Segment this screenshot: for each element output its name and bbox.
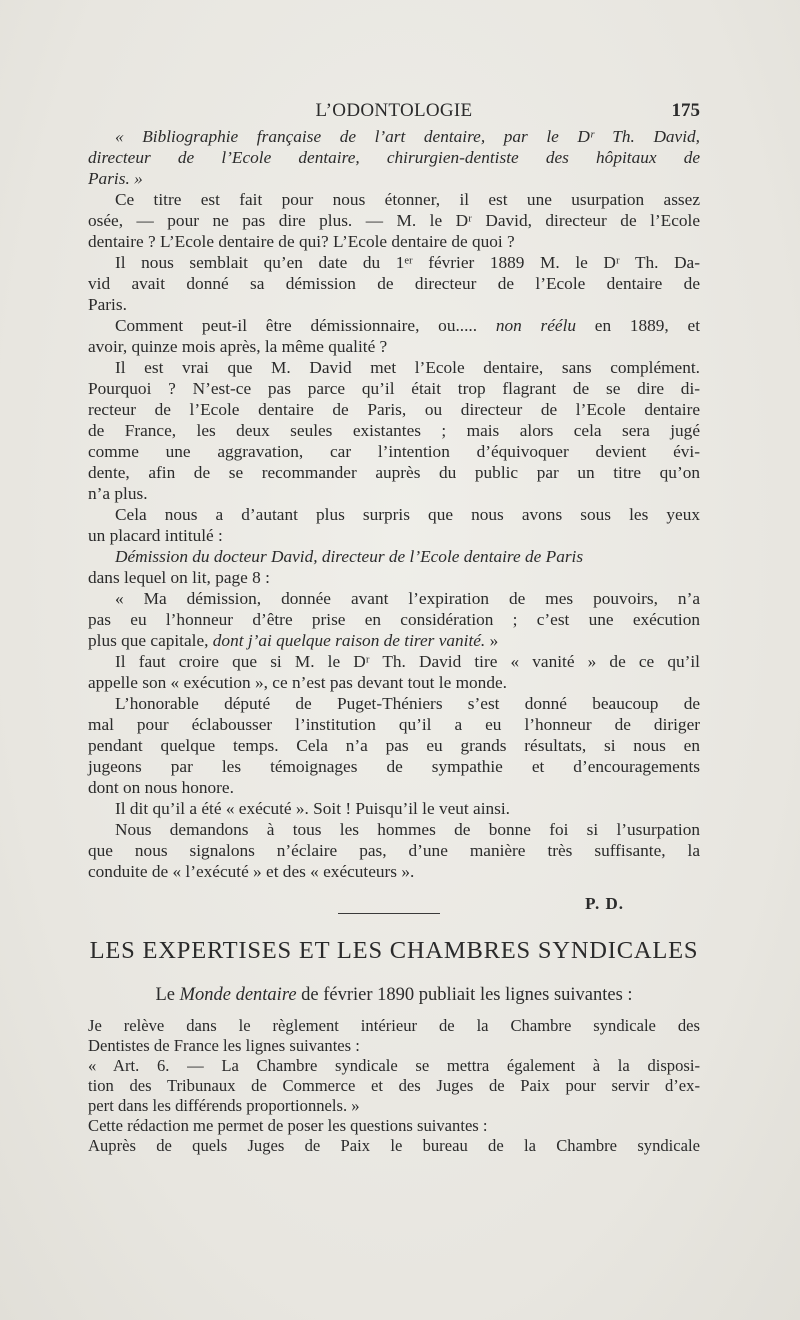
text-fragment: de février 1890 publiait les lignes suivantes : xyxy=(296,985,633,1005)
page-number: 175 xyxy=(671,100,700,121)
section-lead xyxy=(88,985,700,1006)
text-line: Il nous semblait qu’en date du 1ᵉʳ février 1889 M. le Dʳ Th. Da- xyxy=(115,253,700,272)
text-line: vid avait donné sa démission de directeur de l’Ecole dentaire de xyxy=(88,274,700,293)
text-fragment: » xyxy=(485,631,499,650)
text-fragment: plus que capitale, xyxy=(88,631,213,650)
placard-title: Démission du docteur David, directeur de l’Ecole dentaire de Paris xyxy=(115,547,584,566)
text-line xyxy=(88,630,700,651)
text-line: un placard intitulé : xyxy=(88,526,223,545)
text-line: conduite de « l’exécuté » et des « exécuteurs ». xyxy=(88,862,415,881)
text-fragment: Le xyxy=(155,985,180,1005)
text-line: pas eu l’honneur d’être prise en considération ; c’est une exécution xyxy=(88,610,700,629)
text-line: Je relève dans le règlement intérieur de la Chambre syndicale des xyxy=(88,1016,700,1035)
quote-line: Paris. » xyxy=(88,169,143,188)
text-line: osée, — pour ne pas dire plus. — M. le Dʳ David, directeur de l’Ecole xyxy=(88,211,700,230)
text-line: « Art. 6. — La Chambre syndicale se mettra également à la disposi- xyxy=(88,1056,700,1075)
text-line: mal pour éclabousser l’institution qu’il a eu l’honneur de diriger xyxy=(88,715,700,734)
article-body xyxy=(88,126,700,924)
text-line: que nous signalons n’éclaire pas, d’une manière très suffisante, la xyxy=(88,841,700,860)
running-title: L’ODONTOLOGIE xyxy=(315,100,473,121)
section-title: LES EXPERTISES ET LES CHAMBRES SYNDICALES xyxy=(89,937,699,964)
signature: P. D. xyxy=(585,894,624,913)
italic-fragment: dont j’ai quelque raison de tirer vanité. xyxy=(212,631,486,650)
text-line: n’a plus. xyxy=(88,484,148,503)
text-line: pert dans les différends proportionnels. » xyxy=(88,1096,360,1115)
text-line: avoir, quinze mois après, la même qualité ? xyxy=(88,337,388,356)
text-line: Il faut croire que si M. le Dʳ Th. David tire « vanité » de ce qu’il xyxy=(115,652,700,671)
text-line: recteur de l’Ecole dentaire de Paris, ou directeur de l’Ecole dentaire xyxy=(88,400,700,419)
signature-row xyxy=(88,882,700,924)
text-line: de France, les deux seules existantes ; mais alors cela sera jugé xyxy=(88,421,700,440)
text-line: Il est vrai que M. David met l’Ecole dentaire, sans complément. xyxy=(115,358,700,377)
text-line: dentaire ? L’Ecole dentaire de qui? L’Ecole dentaire de quoi ? xyxy=(88,232,515,251)
text-line: comme une aggravation, car l’intention d’équivoquer devient évi- xyxy=(88,442,700,461)
text-line: Cette rédaction me permet de poser les questions suivantes : xyxy=(88,1116,488,1135)
section-body xyxy=(88,1016,700,1156)
text-line: jugeons par les témoignages de sympathie et d’encouragements xyxy=(88,757,700,776)
text-line: pendant quelque temps. Cela n’a pas eu grands résultats, si nous en xyxy=(88,736,700,755)
text-line: dente, afin de se recommander auprès du public par un titre qu’on xyxy=(88,463,700,482)
text-line: tion des Tribunaux de Commerce et des Juges de Paix pour servir d’ex- xyxy=(88,1076,700,1095)
text-line: Dentistes de France les lignes suivantes : xyxy=(88,1036,360,1055)
quote-line: directeur de l’Ecole dentaire, chirurgien-dentiste des hôpitaux de xyxy=(88,148,700,167)
text-line: dans lequel on lit, page 8 : xyxy=(88,568,270,587)
section-divider xyxy=(338,913,440,914)
text-line: Pourquoi ? N’est-ce pas parce qu’il était trop flagrant de se dire di- xyxy=(88,379,700,398)
text-line: L’honorable député de Puget-Théniers s’est donné beaucoup de xyxy=(115,694,700,713)
italic-fragment: Monde dentaire xyxy=(179,985,297,1005)
text-line: dont on nous honore. xyxy=(88,778,234,797)
quote-line: « Bibliographie française de l’art dentaire, par le Dʳ Th. David, xyxy=(115,127,700,146)
text-line: Cela nous a d’autant plus surpris que nous avons sous les yeux xyxy=(115,505,700,524)
text-line: appelle son « exécution », ce n’est pas devant tout le monde. xyxy=(88,673,507,692)
text-line: Il dit qu’il a été « exécuté ». Soit ! Puisqu’il le veut ainsi. xyxy=(115,799,510,818)
text-line: « Ma démission, donnée avant l’expiration de mes pouvoirs, n’a xyxy=(115,589,700,608)
text-line: Nous demandons à tous les hommes de bonne foi si l’usurpation xyxy=(115,820,700,839)
text-fragment: en 1889, et xyxy=(576,316,700,335)
text-line: Auprès de quels Juges de Paix le bureau de la Chambre syndicale xyxy=(88,1136,700,1155)
italic-fragment: non réélu xyxy=(495,316,577,335)
text-line: Ce titre est fait pour nous étonner, il est une usurpation assez xyxy=(115,190,700,209)
text-fragment: Comment peut-il être démissionnaire, ou..... xyxy=(115,316,496,335)
text-line: Paris. xyxy=(88,295,127,314)
text-line xyxy=(88,315,700,336)
